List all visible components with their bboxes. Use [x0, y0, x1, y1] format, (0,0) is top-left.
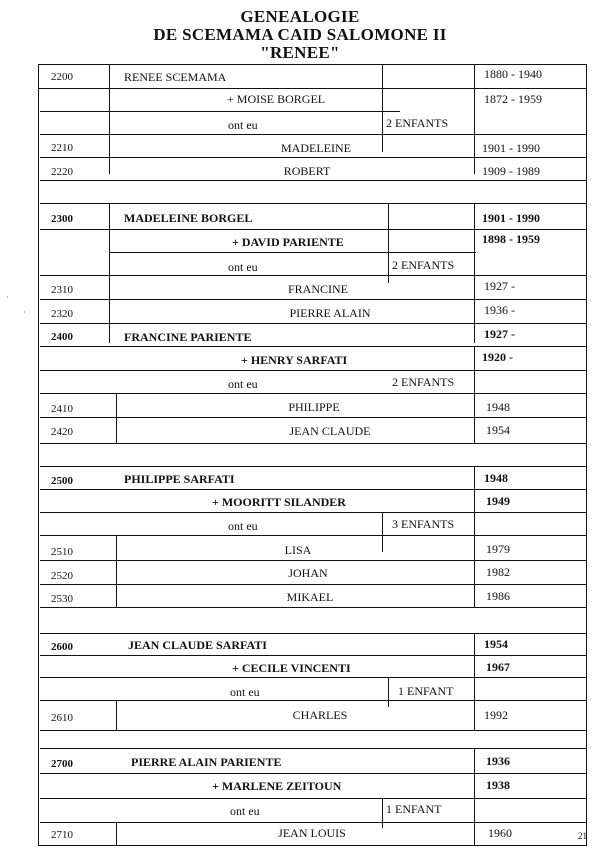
person-name: FRANCINE PARIENTE — [124, 330, 252, 344]
row-number: 2710 — [51, 829, 73, 841]
life-years: 1909 - 1989 — [482, 164, 540, 178]
row-number: 2420 — [51, 426, 73, 438]
row-divider — [40, 180, 586, 181]
row-divider — [40, 323, 586, 324]
table-bottom-border — [38, 845, 586, 846]
row-divider — [40, 275, 586, 276]
row-divider — [110, 252, 476, 253]
children-count: 2 ENFANTS — [392, 258, 455, 272]
column-divider — [116, 393, 117, 443]
row-number: 2600 — [51, 641, 73, 653]
doc-title-line-3: "RENEE" — [260, 43, 340, 62]
row-divider — [40, 393, 586, 394]
person-name: JOHAN — [288, 566, 328, 580]
row-number: 2700 — [51, 758, 73, 770]
life-years: 1880 - 1940 — [484, 67, 542, 81]
row-divider — [40, 822, 586, 823]
row-divider — [40, 798, 586, 799]
spouse-name: + MOISE BORGEL — [227, 92, 326, 106]
children-label: ont eu — [228, 377, 258, 391]
column-divider — [474, 748, 475, 845]
person-name: RENEE SCEMAMA — [124, 70, 227, 84]
column-divider — [388, 677, 389, 707]
spouse-name: + CECILE VINCENTI — [232, 661, 351, 675]
person-name: MADELEINE BORGEL — [124, 211, 253, 225]
person-name: MADELEINE — [281, 141, 351, 155]
column-divider — [109, 203, 110, 343]
life-years: 1938 — [486, 778, 510, 792]
column-divider — [382, 512, 383, 552]
children-count: 3 ENFANTS — [392, 517, 455, 531]
section-divider — [40, 203, 586, 204]
person-name: JEAN CLAUDE SARFATI — [128, 638, 267, 652]
life-years: 1954 — [486, 423, 510, 437]
children-count: 1 ENFANT — [398, 684, 454, 698]
person-name: CHARLES — [292, 708, 348, 722]
row-number: 2410 — [51, 403, 73, 415]
children-label: ont eu — [228, 519, 258, 533]
section-divider — [40, 346, 586, 347]
life-years: 1898 - 1959 — [482, 232, 540, 246]
person-name: JEAN LOUIS — [278, 826, 346, 840]
life-years: 1927 - — [484, 279, 515, 293]
children-label: ont eu — [230, 804, 260, 818]
row-number: 2610 — [51, 712, 73, 724]
column-divider — [474, 633, 475, 730]
row-divider — [40, 417, 586, 418]
person-name: PHILIPPE — [288, 400, 340, 414]
row-divider — [40, 111, 400, 112]
life-years: 1986 — [486, 589, 510, 603]
person-name: FRANCINE — [287, 282, 349, 296]
column-divider — [116, 535, 117, 607]
person-name: LISA — [284, 543, 312, 557]
doc-title-line-2: DE SCEMAMA CAID SALOMONE II — [153, 25, 447, 44]
table-top-border — [38, 64, 586, 65]
scan-speck: · — [6, 293, 9, 302]
life-years: 1901 - 1990 — [482, 211, 540, 225]
row-divider — [38, 88, 586, 89]
doc-title-line-1: GENEALOGIE — [240, 7, 360, 26]
column-divider — [474, 203, 475, 343]
section-divider — [40, 748, 586, 749]
row-divider — [40, 512, 586, 513]
life-years: 1920 - — [482, 350, 513, 364]
row-number: 2320 — [51, 308, 73, 320]
spouse-name: + MOORITT SILANDER — [212, 495, 346, 509]
life-years: 1927 - — [484, 327, 515, 341]
column-divider — [382, 64, 383, 152]
table-left-border — [38, 64, 39, 846]
row-number: 2220 — [51, 166, 73, 178]
life-years: 1948 — [484, 471, 508, 485]
column-divider — [116, 822, 117, 845]
children-count: 1 ENFANT — [386, 802, 442, 816]
life-years: 1982 — [486, 565, 510, 579]
row-divider — [40, 134, 586, 135]
life-years: 1967 — [486, 660, 510, 674]
row-number: 2520 — [51, 570, 73, 582]
row-divider — [40, 535, 586, 536]
row-number: 2500 — [51, 475, 73, 487]
row-divider — [40, 700, 586, 701]
column-divider — [116, 700, 117, 730]
life-years: 1936 — [486, 754, 510, 768]
section-divider — [40, 466, 586, 467]
person-name: PIERRE ALAIN PARIENTE — [131, 755, 282, 769]
row-divider — [40, 607, 586, 608]
children-count: 2 ENFANTS — [386, 116, 449, 130]
life-years: 1936 - — [484, 303, 515, 317]
spouse-name: + MARLENE ZEITOUN — [212, 779, 342, 793]
person-name: PIERRE ALAIN — [289, 306, 371, 320]
column-divider — [382, 798, 383, 828]
children-label: ont eu — [230, 685, 260, 699]
row-divider — [40, 584, 586, 585]
life-years: 1949 — [486, 494, 510, 508]
row-divider — [40, 655, 586, 656]
life-years: 1872 - 1959 — [484, 92, 542, 106]
row-divider — [40, 677, 586, 678]
person-name: PHILIPPE SARFATI — [124, 472, 235, 486]
row-number: 2310 — [51, 284, 73, 296]
life-years: 1948 — [486, 400, 510, 414]
page-number: 21 — [578, 831, 587, 841]
life-years: 1901 - 1990 — [482, 141, 540, 155]
life-years: 1960 — [488, 826, 512, 840]
children-label: ont eu — [228, 260, 258, 274]
row-number: 2510 — [51, 546, 73, 558]
spouse-name: + HENRY SARFATI — [241, 353, 348, 367]
row-number: 2400 — [51, 331, 73, 343]
column-divider — [388, 203, 389, 283]
row-number: 2210 — [51, 142, 73, 154]
row-number: 2530 — [51, 593, 73, 605]
person-name: JEAN CLAUDE — [289, 424, 371, 438]
row-divider — [40, 489, 586, 490]
row-divider — [40, 773, 586, 774]
row-divider — [40, 157, 586, 158]
row-divider — [40, 229, 586, 230]
table-right-border — [586, 64, 587, 846]
person-name: MIKAEL — [286, 590, 334, 604]
scan-speck: · — [23, 308, 26, 317]
life-years: 1954 — [484, 637, 508, 651]
column-divider — [474, 346, 475, 443]
person-name: ROBERT — [283, 164, 331, 178]
section-divider — [40, 633, 586, 634]
life-years: 1992 — [484, 708, 508, 722]
spouse-name: + DAVID PARIENTE — [232, 235, 344, 249]
life-years: 1979 — [486, 542, 510, 556]
row-number: 2300 — [51, 213, 73, 225]
column-divider — [474, 466, 475, 607]
row-divider — [40, 370, 586, 371]
row-divider — [40, 443, 586, 444]
children-count: 2 ENFANTS — [392, 375, 455, 389]
row-number: 2200 — [51, 71, 73, 83]
row-divider — [40, 560, 586, 561]
row-divider — [40, 299, 586, 300]
row-divider — [40, 730, 586, 731]
children-label: ont eu — [228, 118, 258, 132]
